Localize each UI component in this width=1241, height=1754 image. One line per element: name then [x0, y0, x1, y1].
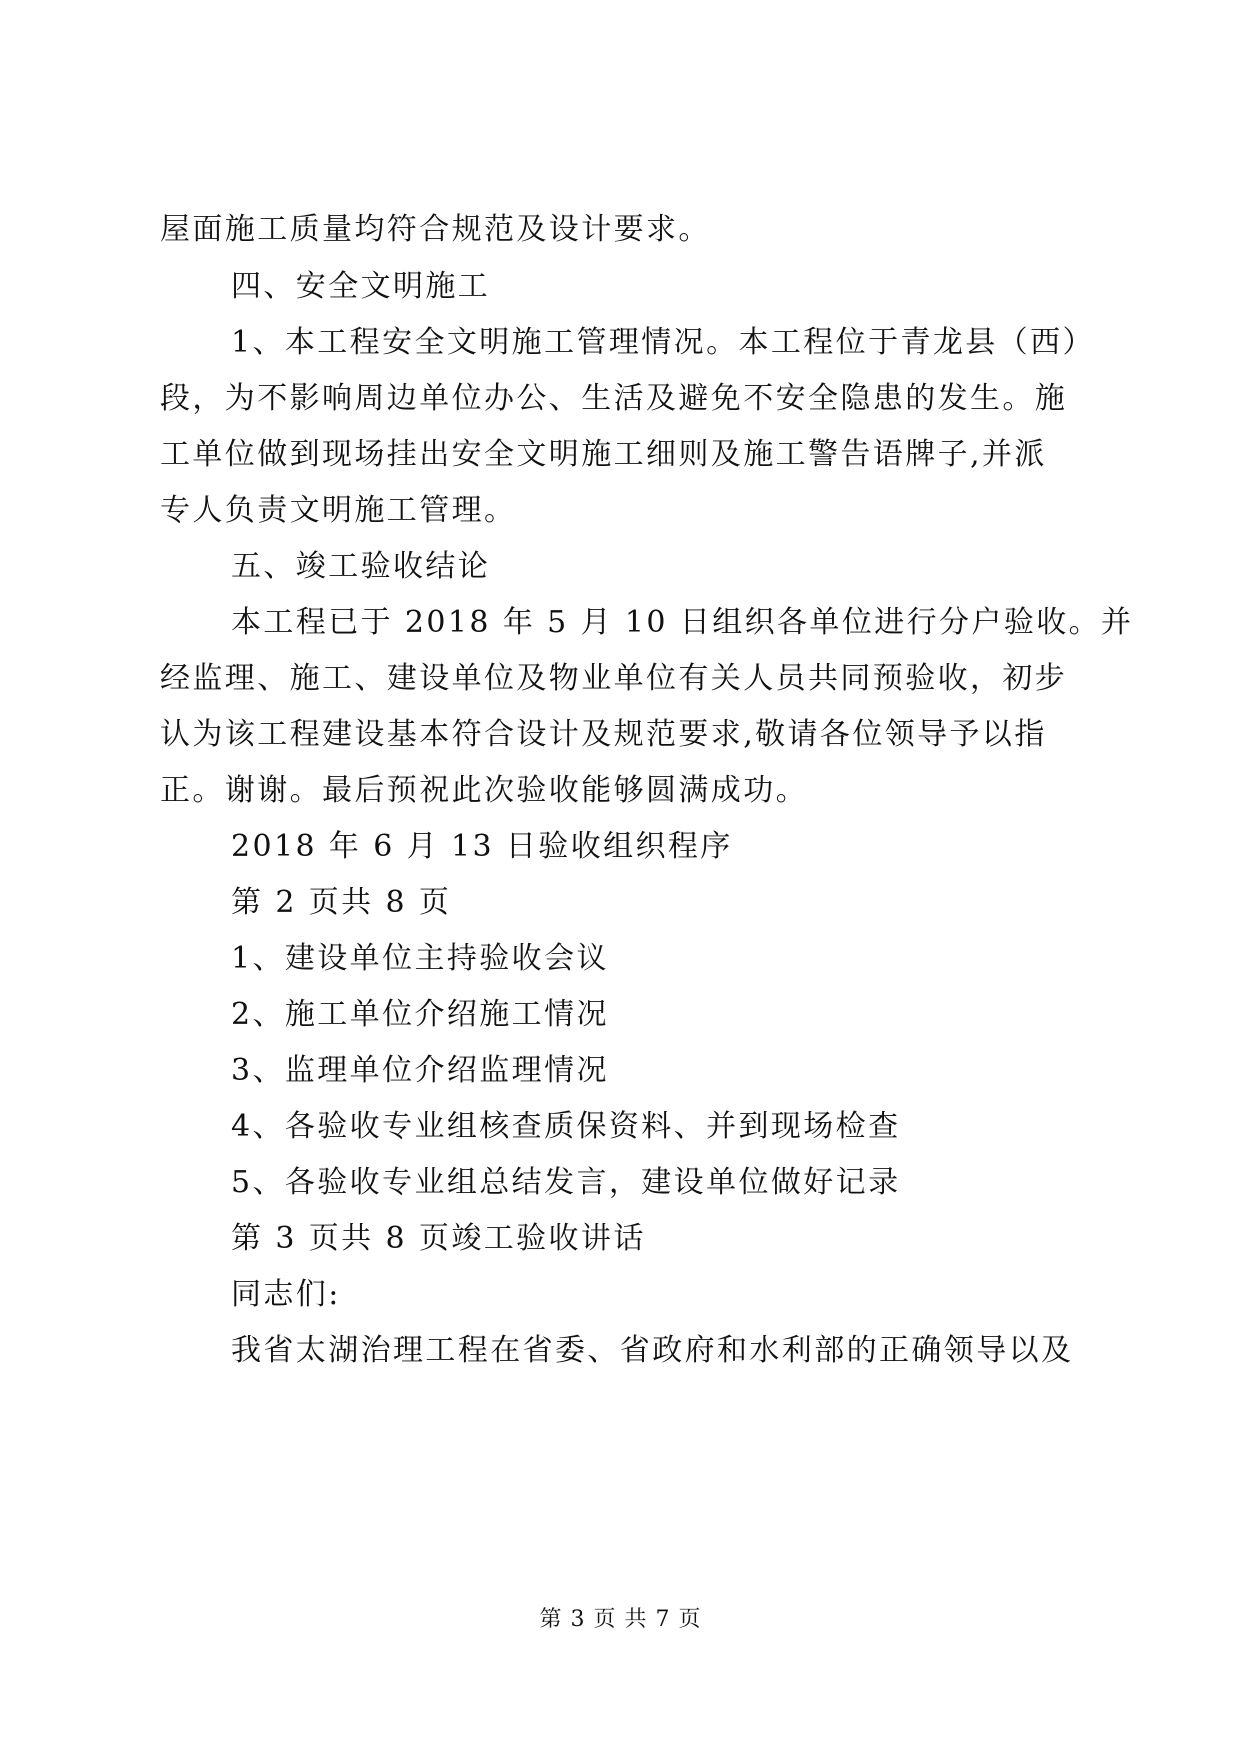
text-line: 屋面施工质量均符合规范及设计要求。 — [160, 212, 711, 247]
salutation: 同志们: — [231, 1277, 341, 1312]
text-line: 认为该工程建设基本符合设计及规范要求,敬请各位领导予以指 — [160, 717, 1047, 752]
list-item: 4、各验收专业组核查质保资料、并到现场检查 — [231, 1109, 901, 1144]
list-item: 2、施工单位介绍施工情况 — [231, 997, 609, 1032]
text-line: 本工程已于 2018 年 5 月 10 日组织各单位进行分户验收。并 — [231, 605, 1134, 640]
page-footer: 第 3 页 共 7 页 — [539, 1607, 702, 1632]
text-line: 1、本工程安全文明施工管理情况。本工程位于青龙县（西） — [231, 325, 1095, 360]
list-item: 3、监理单位介绍监理情况 — [231, 1053, 609, 1088]
text-line: 2018 年 6 月 13 日验收组织程序 — [231, 829, 733, 864]
text-line: 第 3 页共 8 页竣工验收讲话 — [231, 1221, 646, 1256]
section-heading: 五、竣工验收结论 — [231, 549, 491, 584]
text-line: 经监理、施工、建设单位及物业单位有关人员共同预验收，初步 — [160, 661, 1068, 696]
text-line: 工单位做到现场挂出安全文明施工细则及施工警告语牌子,并派 — [160, 437, 1047, 472]
list-item: 5、各验收专业组总结发言，建设单位做好记录 — [231, 1165, 901, 1200]
text-line: 我省太湖治理工程在省委、省政府和水利部的正确领导以及 — [231, 1333, 1074, 1368]
list-item: 1、建设单位主持验收会议 — [231, 941, 609, 976]
text-line: 正。谢谢。最后预祝此次验收能够圆满成功。 — [160, 773, 808, 808]
section-heading: 四、安全文明施工 — [231, 269, 491, 304]
text-line: 第 2 页共 8 页 — [231, 885, 452, 920]
text-line: 段，为不影响周边单位办公、生活及避免不安全隐患的发生。施 — [160, 381, 1068, 416]
text-line: 专人负责文明施工管理。 — [160, 493, 517, 528]
